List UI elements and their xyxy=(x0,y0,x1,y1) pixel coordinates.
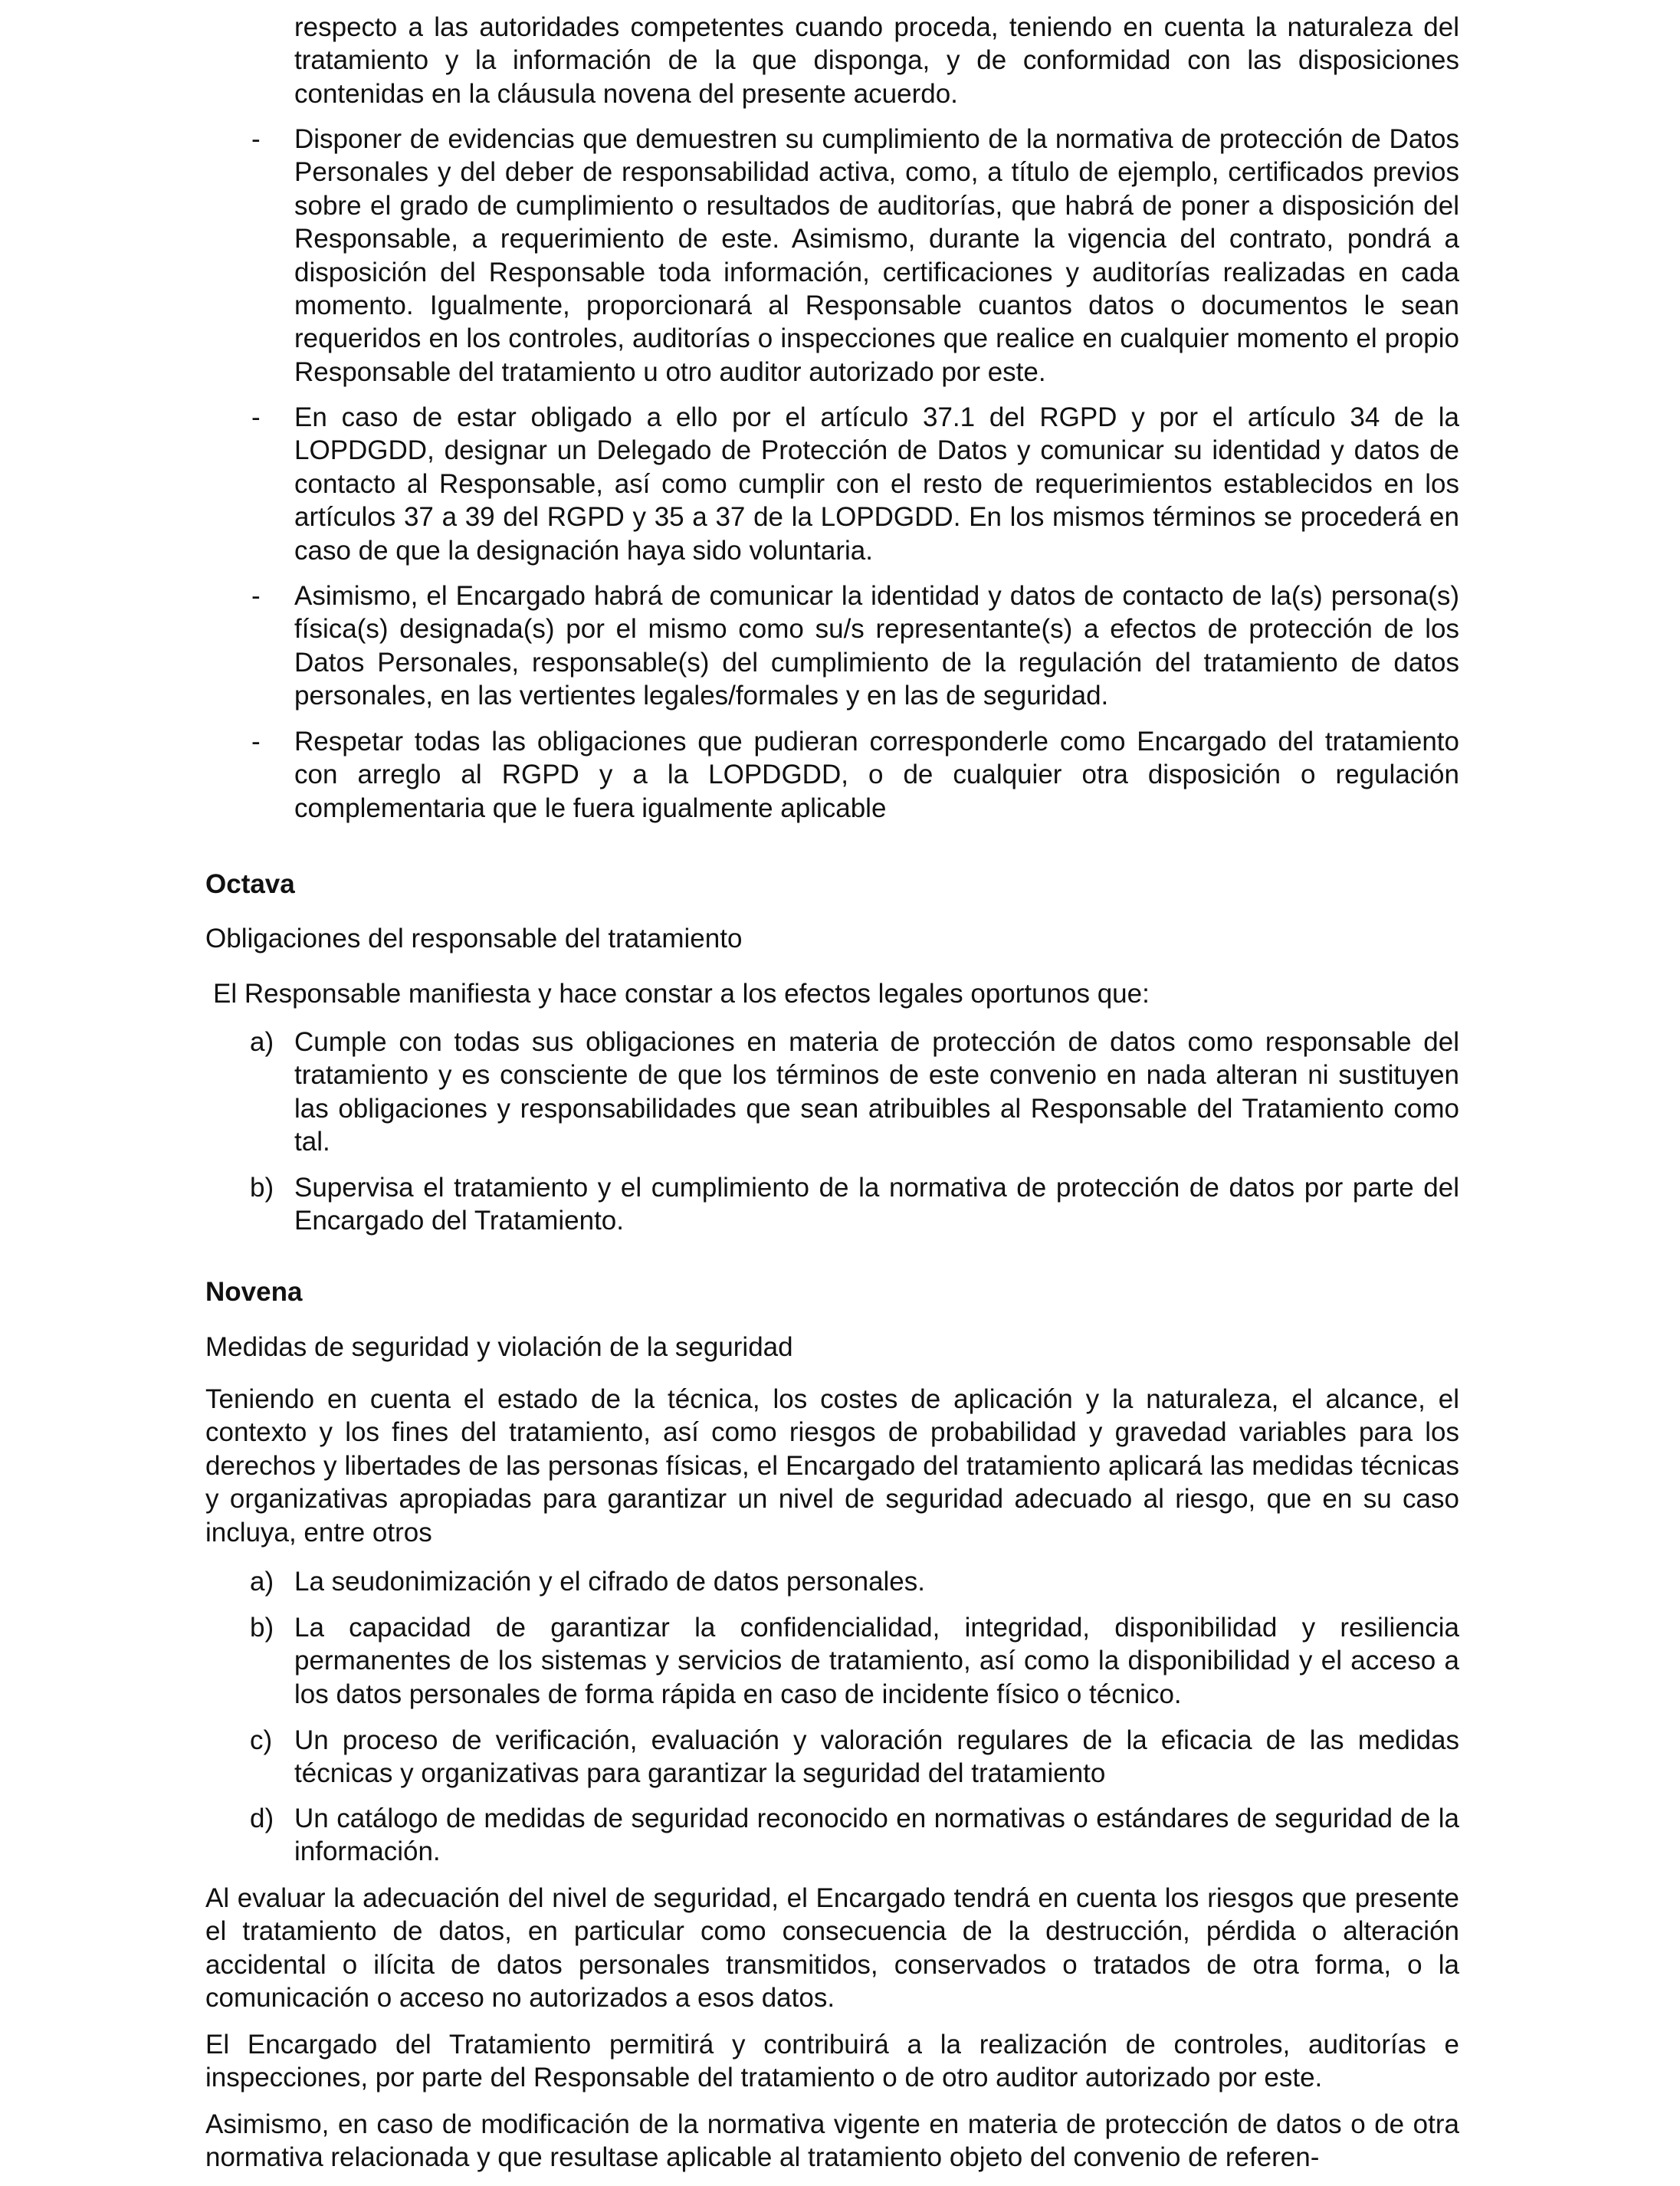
section-subtitle-octava: Obligaciones del responsable del tratamiento xyxy=(205,924,743,954)
bullet-item xyxy=(205,123,1459,389)
list-marker: b) xyxy=(250,1613,274,1643)
bullet-text: Respetar todas las obligaciones que pudieran corresponderle como Encargado del tratamiento con arreglo al RGPD y a la LOPDGDD, o de cualquier otra disposición o regulación complementaria que le fuera igualmente aplicable xyxy=(294,727,1459,823)
bullet-item xyxy=(205,725,1459,825)
list-item-text: Un catálogo de medidas de seguridad reconocido en normativas o estándares de seguridad de la información. xyxy=(294,1804,1459,1867)
list-item xyxy=(205,1565,1459,1598)
body-paragraph: Asimismo, en caso de modificación de la normativa vigente en materia de protección de datos o de otra normativa relacionada y que resultase aplicable al tratamiento objeto del convenio de referen- xyxy=(205,2109,1459,2173)
section-subtitle-novena: Medidas de seguridad y violación de la seguridad xyxy=(205,1332,793,1362)
bullet-continuation xyxy=(205,11,1459,110)
list-marker: a) xyxy=(250,1027,274,1057)
bullet-dash: - xyxy=(251,727,261,757)
list-marker: c) xyxy=(250,1725,273,1755)
bullet-text: Disponer de evidencias que demuestren su cumplimiento de la normativa de protección de Datos Personales y del deber de responsabilidad activa, como, a título de ejemplo, certificados previos sobre el grado de cumplimiento o resultados de auditorías, que habrá de poner a disposición del Responsable, a requerimiento de este. Asimismo, durante la vigencia del contrato, pondrá a disposición del Responsable toda información, certificaciones y auditorías realizadas en cada momento. Igualmente, proporcionará al Responsable cuantos datos o documentos le sean requeridos en los controles, auditorías o inspecciones que realice en cualquier momento el propio Responsable del tratamiento u otro auditor autorizado por este. xyxy=(294,124,1459,387)
section-intro-novena: Teniendo en cuenta el estado de la técnica, los costes de aplicación y la naturaleza, el alcance, el contexto y los fines del tratamiento, así como riesgos de probabilidad y gravedad variables para los derechos y libertades de las personas físicas, el Encargado del tratamiento aplicará las medidas técnicas y organizativas apropiadas para garantizar un nivel de seguridad adecuado al riesgo, que en su caso incluya, entre otros xyxy=(205,1384,1459,1548)
body-paragraph: El Encargado del Tratamiento permitirá y contribuirá a la realización de controles, auditorías e inspecciones, por parte del Responsable del tratamiento o de otro auditor autorizado por este. xyxy=(205,2030,1459,2093)
list-item-text: Supervisa el tratamiento y el cumplimiento de la normativa de protección de datos por parte del Encargado del Tratamiento. xyxy=(294,1173,1459,1236)
list-marker: a) xyxy=(250,1567,274,1597)
bullet-text: En caso de estar obligado a ello por el artículo 37.1 del RGPD y por el artículo 34 de la LOPDGDD, designar un Delegado de Protección de Datos y comunicar su identidad y datos de contacto al Responsable, así como cumplir con el resto de requerimientos establecidos en los artículos 37 a 39 del RGPD y 35 a 37 de la LOPDGDD. En los mismos términos se procederá en caso de que la designación haya sido voluntaria. xyxy=(294,402,1459,566)
list-marker: b) xyxy=(250,1173,274,1203)
bullet-dash: - xyxy=(251,124,261,154)
bullet-dash: - xyxy=(251,402,261,432)
bullet-dash: - xyxy=(251,581,261,611)
list-item-text: La capacidad de garantizar la confidencialidad, integridad, disponibilidad y resiliencia permanentes de los sistemas y servicios de tratamiento, así como la disponibilidad y el acceso a los datos personales de forma rápida en caso de incidente físico o técnico. xyxy=(294,1613,1459,1709)
section-heading-octava: Octava xyxy=(205,869,295,899)
list-item xyxy=(205,1611,1459,1711)
bullet-item xyxy=(205,401,1459,567)
bullet-text: Asimismo, el Encargado habrá de comunicar la identidad y datos de contacto de la(s) persona(s) física(s) designada(s) por el mismo como su/s representante(s) a efectos de protección de los Datos Personales, responsable(s) del cumplimiento de la regulación del tratamiento de datos personales, en las vertientes legales/formales y en las de seguridad. xyxy=(294,581,1459,711)
list-marker: d) xyxy=(250,1804,274,1833)
section-heading-novena: Novena xyxy=(205,1277,303,1307)
list-item xyxy=(205,1026,1459,1159)
body-paragraph: Al evaluar la adecuación del nivel de seguridad, el Encargado tendrá en cuenta los riesgos que presente el tratamiento de datos, en particular como consecuencia de la destrucción, pérdida o alteración accidental o ilícita de datos personales transmitidos, conservados o tratados de otra forma, o la comunicación o acceso no autorizados a esos datos. xyxy=(205,1883,1459,2014)
list-item-text: Cumple con todas sus obligaciones en materia de protección de datos como responsable del tratamiento y es consciente de que los términos de este convenio en nada alteran ni sustituyen las obligaciones y responsabilidades que sean atribuibles al Responsable del Tratamiento como tal. xyxy=(294,1027,1459,1157)
list-item xyxy=(205,1802,1459,1869)
bullet-item xyxy=(205,579,1459,713)
list-item-text: Un proceso de verificación, evaluación y valoración regulares de la eficacia de las medidas técnicas y organizativas para garantizar la seguridad del tratamiento xyxy=(294,1725,1459,1789)
list-item xyxy=(205,1171,1459,1238)
list-item-text: La seudonimización y el cifrado de datos personales. xyxy=(294,1567,925,1597)
bullet-continuation-text: respecto a las autoridades competentes cuando proceda, teniendo en cuenta la naturaleza del tratamiento y la información de la que disponga, y de conformidad con las disposiciones contenidas en la cláusula novena del presente acuerdo. xyxy=(294,12,1459,109)
section-intro-octava: El Responsable manifiesta y hace constar a los efectos legales oportunos que: xyxy=(213,979,1150,1009)
list-item xyxy=(205,1724,1459,1790)
